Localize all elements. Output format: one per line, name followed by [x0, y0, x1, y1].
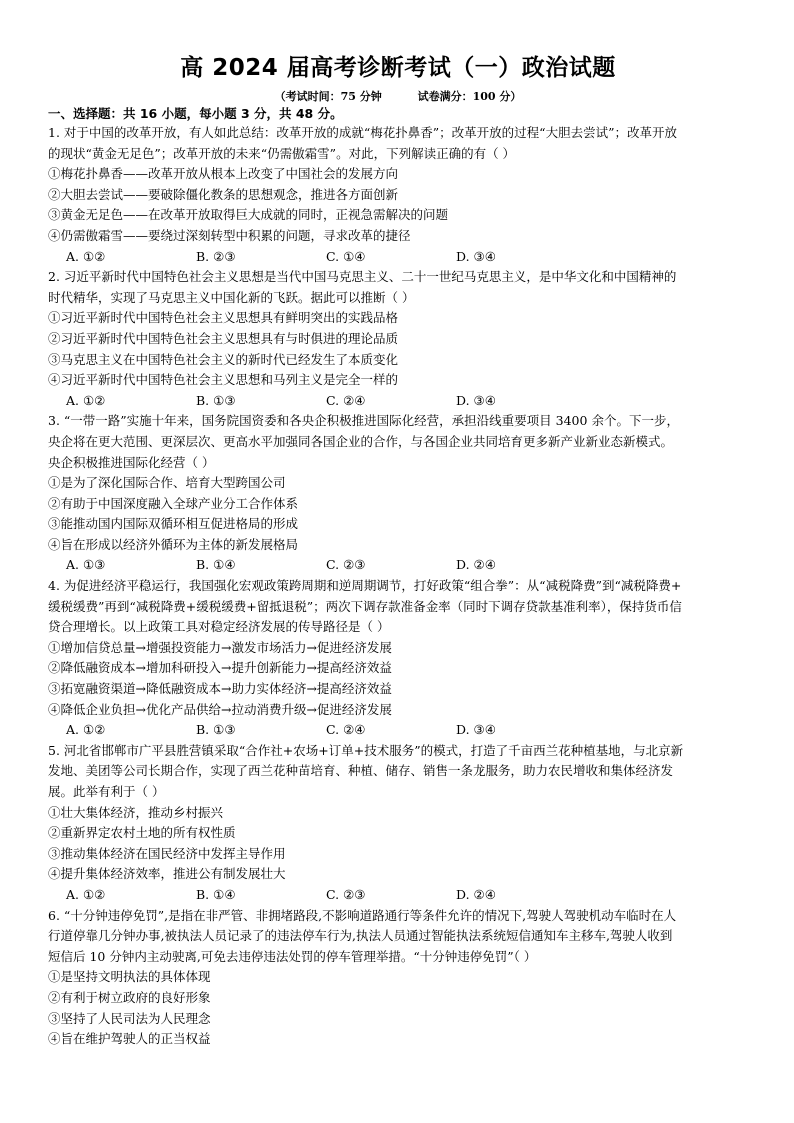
answer-option[interactable]: A. ①②: [66, 886, 106, 902]
question-list: [48, 123, 748, 1050]
question-block: [48, 411, 748, 576]
statement-item: ①习近平新时代中国特色社会主义思想具有鲜明突出的实践品格: [48, 310, 399, 326]
statement-item: ③马克思主义在中国特色社会主义的新时代已经发生了本质变化: [48, 351, 399, 367]
answer-option[interactable]: C. ①④: [326, 248, 366, 264]
statement-item: ③拓宽融资渠道→降低融资成本→助力实体经济→提高经济效益: [48, 681, 392, 697]
statement-item: ④旨在维护驾驶人的正当权益: [48, 1031, 211, 1047]
statement-item: ②重新界定农村土地的所有权性质: [48, 825, 236, 841]
question-block: [48, 741, 748, 906]
answer-options: [48, 885, 748, 906]
question-stem-line: 时代精华，实现了马克思主义中国化新的飞跃。据此可以推断（ ）: [48, 289, 415, 305]
answer-option[interactable]: B. ①④: [196, 886, 236, 902]
answer-option[interactable]: B. ①③: [196, 722, 236, 738]
statement-item: ④提升集体经济效率，推进公有制发展壮大: [48, 866, 286, 882]
question-stem-line: 2. 习近平新时代中国特色社会主义思想是当代中国马克思主义、二十一世纪马克思主义，是中华文化和中国精神的: [48, 269, 677, 285]
answer-option[interactable]: D. ②④: [456, 557, 496, 573]
statement-item: ③黄金无足色——在改革开放取得巨大成就的同时，正视急需解决的问题: [48, 207, 449, 223]
statement-item: ④习近平新时代中国特色社会主义思想和马列主义是完全一样的: [48, 372, 399, 388]
answer-options: [48, 720, 748, 741]
statement-item: ②有利于树立政府的良好形象: [48, 989, 211, 1005]
statement-item: ②大胆去尝试——要破除僵化教条的思想观念，推进各方面创新: [48, 186, 399, 202]
question-block: [48, 123, 748, 267]
statement-item: ①梅花扑鼻香——改革开放从根本上改变了中国社会的发展方向: [48, 166, 399, 182]
full-score: 试卷满分：100 分）: [417, 90, 522, 103]
question-stem-line: 4. 为促进经济平稳运行，我国强化宏观政策跨周期和逆周期调节，打好政策“组合拳”：从“减税降费”到“减税降费+: [48, 578, 682, 594]
statement-item: ④降低企业负担→优化产品供给→拉动消费升级→促进经济发展: [48, 701, 392, 717]
answer-option[interactable]: C. ②④: [326, 392, 366, 408]
statement-item: ③能推动国内国际双循环相互促进格局的形成: [48, 516, 299, 532]
question-block: [48, 906, 748, 1050]
question-stem-line: 短信后 10 分钟内主动驶离,可免去违停违法处罚的停车管理举措。“十分钟违停免罚”（ ）: [48, 948, 537, 964]
question-stem-line: 贷合理增长。以上政策工具对稳定经济发展的传导路径是（ ）: [48, 619, 390, 635]
statement-item: ②降低融资成本→增加科研投入→提升创新能力→提高经济效益: [48, 660, 392, 676]
statement-item: ①是为了深化国际合作、培育大型跨国公司: [48, 475, 286, 491]
question-stem-line: 央企积极推进国际化经营（ ）: [48, 454, 215, 470]
statement-item: ②有助于中国深度融入全球产业分工合作体系: [48, 495, 299, 511]
question-stem-line: 行道停靠几分钟办事,被执法人员记录了的违法停车行为,执法人员通过智能执法系统短信通知车主移车,驾驶人收到: [48, 928, 673, 944]
answer-option[interactable]: A. ①②: [66, 722, 106, 738]
answer-option[interactable]: A. ①②: [66, 248, 106, 264]
statement-item: ④仍需傲霜雪——要绕过深刻转型中积累的问题，寻求改革的捷径: [48, 227, 411, 243]
section-heading: 一、选择题：共 16 小题，每小题 3 分，共 48 分。: [48, 106, 343, 121]
answer-option[interactable]: C. ②③: [326, 557, 366, 573]
exam-meta: [48, 89, 748, 105]
answer-option[interactable]: A. ①②: [66, 392, 106, 408]
question-stem-line: 的现状“黄金无足色”；改革开放的未来“仍需傲霜雪”。对此，下列解读正确的有（ ）: [48, 145, 516, 161]
question-stem-line: 3. “一带一路”实施十年来，国务院国资委和各央企积极推进国际化经营，承担沿线重要项目 3400 余个。下一步，: [48, 413, 679, 429]
statement-item: ①壮大集体经济，推动乡村振兴: [48, 804, 224, 820]
statement-item: ③坚持了人民司法为人民理念: [48, 1010, 211, 1026]
question-block: [48, 267, 748, 411]
question-stem-line: 缓税缓费”再到“减税降费+缓税缓费+留抵退税”；两次下调存款准备金率（同时下调存贷款基准利率），保持货币信: [48, 598, 682, 614]
question-stem-line: 1. 对于中国的改革开放，有人如此总结：改革开放的成就“梅花扑鼻香”；改革开放的过程“大胆去尝试”；改革开放: [48, 125, 677, 140]
question-stem-line: 发地、美团等公司长期合作，实现了西兰花种苗培育、种植、储存、销售一条龙服务，助力农民增收和集体经济发: [48, 763, 674, 779]
answer-option[interactable]: C. ②③: [326, 886, 366, 902]
answer-option[interactable]: D. ②④: [456, 886, 496, 902]
answer-option[interactable]: D. ③④: [456, 248, 496, 264]
answer-option[interactable]: B. ①④: [196, 557, 236, 573]
question-stem-line: 央企将在更大范围、更深层次、更高水平加强同各国企业的合作，与各国企业共同培育更多新产业新业态新模式。: [48, 433, 674, 449]
question-block: [48, 576, 748, 741]
question-stem-line: 展。此举有利于（ ）: [48, 784, 165, 799]
statement-item: ①是坚持文明执法的具体体现: [48, 969, 211, 985]
statement-item: ②习近平新时代中国特色社会主义思想具有与时俱进的理论品质: [48, 330, 399, 346]
answer-options: [48, 555, 748, 576]
answer-option[interactable]: C. ②④: [326, 722, 366, 738]
answer-option[interactable]: B. ②③: [196, 248, 236, 264]
statement-item: ③推动集体经济在国民经济中发挥主导作用: [48, 845, 286, 861]
question-stem-line: 5. 河北省邯郸市广平县胜营镇采取“合作社+农场+订单+技术服务”的模式，打造了千亩西兰花种植基地，与北京新: [48, 742, 684, 758]
answer-option[interactable]: D. ③④: [456, 392, 496, 408]
question-stem-line: 6. “十分钟违停免罚”,是指在非严管、非拥堵路段,不影响道路通行等条件允许的情况下,驾驶人驾驶机动车临时在人: [48, 907, 677, 923]
answer-option[interactable]: A. ①③: [66, 557, 106, 573]
page-title: 高 2024 届高考诊断考试（一）政治试题: [180, 55, 616, 81]
answer-options: [48, 391, 748, 412]
exam-time: （考试时间：75 分钟: [274, 90, 382, 103]
statement-item: ①增加信贷总量→增强投资能力→激发市场活力→促进经济发展: [48, 639, 392, 655]
answer-options: [48, 247, 748, 268]
answer-option[interactable]: B. ①③: [196, 392, 236, 408]
statement-item: ④旨在形成以经济外循环为主体的新发展格局: [48, 536, 299, 552]
exam-page: [48, 50, 748, 1050]
answer-option[interactable]: D. ③④: [456, 722, 496, 738]
